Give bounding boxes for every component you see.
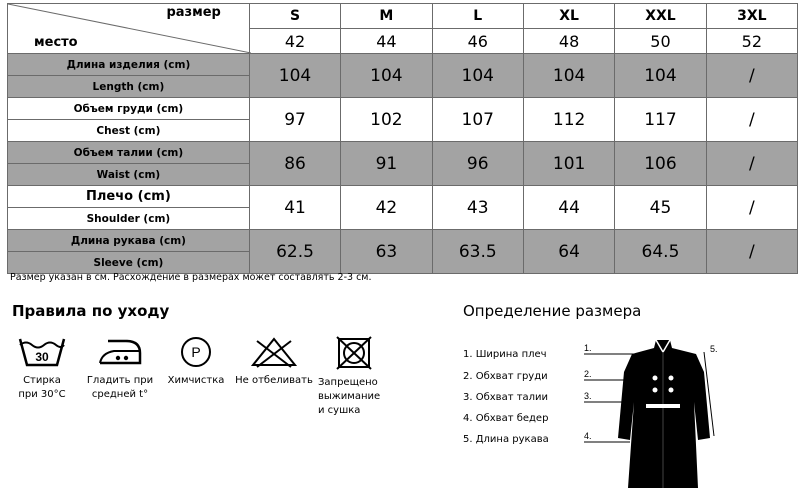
care-label-wring: Запрещено выжимание и сушка (318, 377, 381, 416)
row-label-ru: Длина изделия (cm) (8, 54, 250, 76)
table-cell: / (706, 142, 797, 186)
table-cell: 104 (615, 54, 706, 98)
table-cell: / (706, 186, 797, 230)
size-number: 42 (249, 29, 340, 54)
table-cell: 106 (615, 142, 706, 186)
table-cell: 102 (341, 98, 432, 142)
wash-temp-text: 30 (35, 350, 49, 364)
table-cell: 101 (523, 142, 614, 186)
dry-clean-letter: P (191, 344, 201, 360)
size-3xl: 3XL (706, 4, 797, 29)
table-cell: 104 (523, 54, 614, 98)
row-label-en: Sleeve (cm) (8, 252, 250, 274)
table-cell: 104 (432, 54, 523, 98)
wash-30-icon (17, 335, 67, 369)
header-place-label: место (34, 35, 78, 50)
size-l: L (432, 4, 523, 29)
table-cell: 42 (341, 186, 432, 230)
table-cell: / (706, 230, 797, 274)
care-item-wring (318, 335, 390, 418)
table-cell: 91 (341, 142, 432, 186)
table-cell: 117 (615, 98, 706, 142)
header-corner-cell (8, 4, 250, 54)
table-cell: 62.5 (249, 230, 340, 274)
no-bleach-icon (249, 335, 299, 369)
table-cell: 104 (341, 54, 432, 98)
table-cell: 64 (523, 230, 614, 274)
table-cell: 96 (432, 142, 523, 186)
row-label-en: Waist (cm) (8, 164, 250, 186)
row-label-en: Shoulder (cm) (8, 208, 250, 230)
row-label-en: Length (cm) (8, 76, 250, 98)
row-label-ru: Длина рукава (cm) (8, 230, 250, 252)
size-s: S (249, 4, 340, 29)
size-xxl: XXL (615, 4, 706, 29)
table-cell: 104 (249, 54, 340, 98)
size-number: 46 (432, 29, 523, 54)
table-cell: 86 (249, 142, 340, 186)
care-label-wash: Стирка при 30°C (18, 375, 66, 400)
table-row (8, 54, 798, 76)
table-cell: 45 (615, 186, 706, 230)
care-label-dryclean: Химчистка (167, 375, 225, 386)
table-cell: 63.5 (432, 230, 523, 274)
care-title: Правила по уходу (12, 302, 170, 320)
table-cell: 43 (432, 186, 523, 230)
definition-item: 1. Ширина плеч (463, 349, 547, 360)
marker-4: 4. (584, 431, 592, 441)
coat-silhouette-icon (618, 340, 710, 488)
size-number: 50 (615, 29, 706, 54)
size-table (7, 3, 798, 274)
coat-diagram (580, 338, 740, 488)
care-item-iron (84, 335, 156, 402)
table-cell: 44 (523, 186, 614, 230)
marker-1: 1. (584, 343, 592, 353)
marker-5: 5. (710, 344, 718, 354)
table-cell: 97 (249, 98, 340, 142)
size-m: M (341, 4, 432, 29)
table-cell: / (706, 98, 797, 142)
definition-item: 2. Обхват груди (463, 371, 548, 382)
care-item-wash (12, 335, 72, 402)
table-cell: 107 (432, 98, 523, 142)
marker-3: 3. (584, 391, 592, 401)
table-cell: 112 (523, 98, 614, 142)
care-label-bleach: Не отбеливать (235, 375, 313, 386)
dry-clean-p-icon (179, 335, 213, 369)
size-xl: XL (523, 4, 614, 29)
table-cell: 63 (341, 230, 432, 274)
row-label-ru: Объем талии (cm) (8, 142, 250, 164)
care-item-bleach (234, 335, 314, 388)
table-cell: 41 (249, 186, 340, 230)
size-note: Размер указан в см. Расхождение в размерах может составлять 2-3 см. (10, 272, 372, 283)
definition-title: Определение размера (463, 302, 642, 320)
definition-item: 3. Обхват талии (463, 392, 549, 403)
table-row (8, 186, 798, 208)
header-size-label: размер (166, 5, 221, 20)
care-label-iron: Гладить при средней t° (86, 375, 154, 400)
no-wring-dry-icon (334, 335, 374, 371)
table-row (8, 230, 798, 252)
table-row (8, 142, 798, 164)
size-number: 52 (706, 29, 797, 54)
size-number: 44 (341, 29, 432, 54)
marker-2: 2. (584, 369, 592, 379)
definition-item: 5. Длина рукава (463, 434, 549, 445)
iron-medium-icon (94, 335, 146, 369)
table-cell: 64.5 (615, 230, 706, 274)
care-item-dryclean (166, 335, 226, 388)
row-label-ru: Объем груди (cm) (8, 98, 250, 120)
row-label-ru: Плечо (cm) (8, 186, 250, 208)
table-row (8, 98, 798, 120)
row-label-en: Chest (cm) (8, 120, 250, 142)
table-cell: / (706, 54, 797, 98)
size-number: 48 (523, 29, 614, 54)
definition-item: 4. Обхват бедер (463, 413, 549, 424)
